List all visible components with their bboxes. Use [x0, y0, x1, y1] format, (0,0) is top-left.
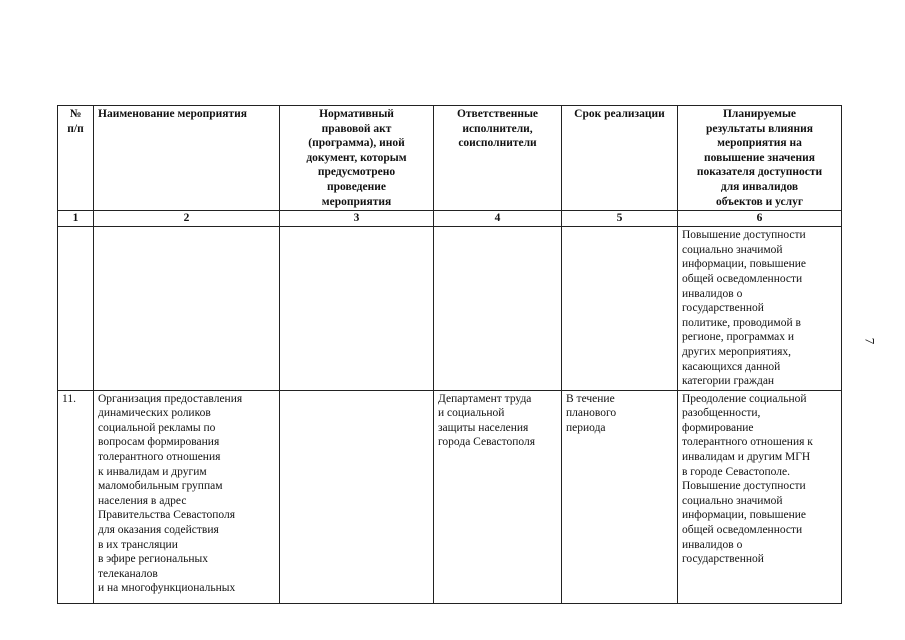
- cell-text-line: общей осведомленности: [682, 524, 803, 537]
- cell-text-line: и социальной: [438, 407, 505, 420]
- column-number: 2: [94, 211, 280, 227]
- cell-text-line: результаты влияния: [705, 122, 813, 135]
- cell-responsible: [434, 390, 562, 603]
- table-row-11: [58, 390, 842, 603]
- cell-text-line: и на многофункциональных: [98, 582, 236, 595]
- cell-text-line: для оказания содействия: [98, 524, 219, 537]
- cell-text-line: инвалидов о: [682, 287, 743, 300]
- cell-text-line: предусмотрено: [317, 166, 396, 179]
- cell-text-line: мероприятия: [321, 195, 392, 208]
- cell-text-line: повышение значения: [704, 151, 815, 164]
- cell-text-line: вопросам формирования: [98, 436, 220, 449]
- cell-text-line: Планируемые: [722, 108, 797, 120]
- cell-text-line: №: [69, 108, 82, 120]
- cell-text-line: в эфире региональных: [98, 553, 208, 566]
- cell-text-line: информации, повышение: [682, 509, 807, 522]
- header-col-act: [280, 106, 434, 211]
- page-number: 7: [862, 337, 878, 345]
- cell-text-line: В течение: [566, 392, 615, 405]
- header-col-num: [58, 106, 94, 211]
- cell-text-line: к инвалидам и другим: [98, 465, 207, 478]
- cell-text-line: инвалидам и другим МГН: [682, 451, 811, 464]
- cell-results: [678, 227, 842, 391]
- cell-text-line: проведение: [327, 180, 386, 193]
- cell-text-line: социальной рекламы по: [98, 421, 216, 434]
- cell-text-line: планового: [566, 407, 617, 420]
- cell-text-line: объектов и услуг: [715, 195, 804, 208]
- cell-text-line: толерантного отношения к: [682, 436, 813, 449]
- cell-text-line: регионе, программах и: [682, 331, 795, 344]
- cell-text-line: разобщенности,: [682, 407, 761, 420]
- cell-text-line: Нормативный: [319, 108, 394, 120]
- cell-text-line: исполнители,: [462, 122, 533, 135]
- cell-text-line: категории граждан: [682, 375, 775, 388]
- cell-text-line: Повышение доступности: [682, 229, 806, 242]
- cell-text-line: Наименование мероприятия: [98, 108, 247, 120]
- cell-text-line: для инвалидов: [720, 180, 799, 193]
- cell-text-line: Повышение доступности: [682, 480, 806, 493]
- cell-text-line: формирование: [682, 421, 754, 434]
- cell-name: [94, 390, 280, 603]
- column-number: 5: [562, 211, 678, 227]
- cell-text-line: защиты населения: [438, 421, 529, 434]
- cell-text-line: информации, повышение: [682, 258, 807, 271]
- header-col-term: [562, 106, 678, 211]
- cell-text-line: документ, которым: [306, 151, 407, 164]
- cell-text-line: показателя доступности: [696, 166, 823, 179]
- cell-text-line: касающихся данной: [682, 360, 781, 373]
- cell-results: [678, 390, 842, 603]
- cell-responsible: [434, 227, 562, 391]
- cell-text-line: социально значимой: [682, 494, 783, 507]
- cell-text-line: Срок реализации: [574, 108, 665, 120]
- cell-text-line: общей осведомленности: [682, 272, 803, 285]
- cell-text-line: правовой акт: [321, 122, 392, 135]
- cell-text-line: телеканалов: [98, 567, 158, 580]
- cell-text-line: в городе Севастополе.: [682, 465, 790, 478]
- cell-text-line: Ответственные: [456, 108, 539, 120]
- cell-text-line: государственной: [682, 553, 764, 566]
- cell-act: [280, 390, 434, 603]
- cell-term: [562, 227, 678, 391]
- cell-text-line: (программа), иной: [308, 137, 405, 150]
- cell-text-line: Преодоление социальной: [682, 392, 807, 405]
- header-row: [58, 106, 842, 211]
- cell-num: 11.: [58, 390, 94, 603]
- cell-text-line: п/п: [67, 122, 84, 135]
- column-number-row: [58, 211, 842, 227]
- column-number: 1: [58, 211, 94, 227]
- table-row-continuation: [58, 227, 842, 391]
- cell-text-line: мероприятия на: [717, 137, 802, 150]
- column-number: 3: [280, 211, 434, 227]
- cell-text-line: соисполнители: [458, 137, 537, 150]
- cell-text-line: Департамент труда: [438, 392, 532, 405]
- cell-text-line: толерантного отношения: [98, 451, 221, 464]
- cell-text-line: других мероприятиях,: [682, 345, 792, 358]
- header-col-name: [94, 106, 280, 211]
- column-number: 6: [678, 211, 842, 227]
- cell-name: [94, 227, 280, 391]
- cell-text-line: города Севастополя: [438, 436, 535, 449]
- measures-table: [57, 105, 842, 604]
- cell-text-line: маломобильным группам: [98, 480, 223, 493]
- cell-act: [280, 227, 434, 391]
- cell-text-line: социально значимой: [682, 243, 783, 256]
- cell-text-line: инвалидов о: [682, 538, 743, 551]
- cell-text-line: государственной: [682, 302, 764, 315]
- cell-text-line: населения в адрес: [98, 494, 187, 507]
- cell-text-line: политике, проводимой в: [682, 316, 801, 329]
- cell-text-line: в их трансляции: [98, 538, 178, 551]
- column-number: 4: [434, 211, 562, 227]
- header-col-results: [678, 106, 842, 211]
- header-col-responsible: [434, 106, 562, 211]
- cell-text-line: периода: [566, 421, 606, 434]
- cell-text-line: Организация предоставления: [98, 392, 243, 405]
- cell-text-line: Правительства Севастополя: [98, 509, 236, 522]
- cell-term: [562, 390, 678, 603]
- cell-text-line: динамических роликов: [98, 407, 211, 420]
- cell-num: [58, 227, 94, 391]
